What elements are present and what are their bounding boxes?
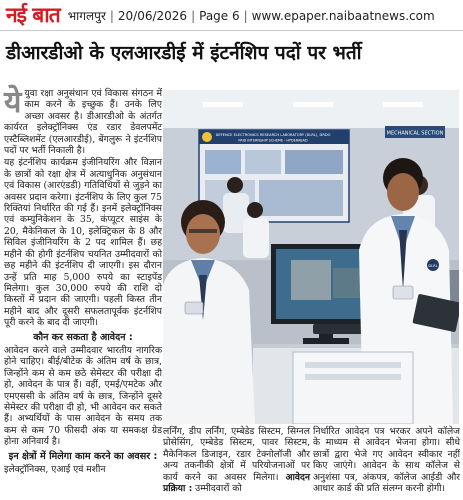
edition-date: 20/06/2026 (117, 8, 188, 23)
banner-subtitle: PAID INTERNSHIP SCHEME - HYDERABAD (238, 138, 308, 143)
paragraph-col2: लर्निंग, डीप लर्निंग, एम्बेडेड सिस्टम, सिग्नल प्रोसेसिंग, एम्बेडेड सिस्टम, पावर सिस्टम, मैकेनिकल डिजाइन, रडार टेक्नोलॉजी और अन्य तकनीकी क्षेत्रों में परियोजनाओं पर कार्य करने का अवसर मिलेगा। (163, 426, 310, 483)
newspaper-logo[interactable]: नई बात (6, 3, 60, 27)
page-number: Page 6 (199, 8, 240, 23)
paragraph-work-areas-start: इलेक्ट्रॉनिक्स, एआई एवं मशीन (4, 464, 106, 475)
badge-text: DLRL (428, 263, 438, 268)
article-photo (163, 90, 459, 424)
paragraph-intro: युवा रक्षा अनुसंधान एवं विकास संगठन में काम करने के इच्छुक हैं। उनके लिए अच्छा अवसर है। डीआरडीओ के अंतर्गत कार्यरत इलेक्ट्रॉनिक्स एंड रडार डेवलपमेंट एस्टैब्लिशमेंट (एलआरडीई), बेंगलुरू ने इंटर्नशिप पदों पर भर्ती निकाली है। (4, 88, 162, 157)
article-column-2 (163, 426, 310, 494)
paragraph-col2-tail: उम्मीदवारों को (195, 483, 242, 495)
article-column-1 (4, 85, 162, 476)
article-headline: डीआरडीओ के एलआरडीई में इंटर्नशिप पदों पर भर्ती (6, 42, 362, 64)
dropcap: ये (4, 85, 22, 120)
paragraph-col3: निर्धारित आवेदन पत्र भरकर अपने कॉलेज के माध्यम से आवेदन भेजना होगा। सीधे छात्रों द्वारा भेजे गए आवेदन स्वीकार नहीं किए जाएंगे। आवेदन के साथ कॉलेज से अनुशंसा पत्र, अंकपत्र, कॉलेज आईडी और आधार कार्ड की प्रति संलग्न करनी होगी। (313, 426, 460, 495)
subhead-application-process: आवेदन प्रक्रिया : (163, 471, 311, 495)
masthead-meta: भागलपुर | 20/06/2026 | Page 6 | www.epaper.naibaatnews.com (67, 8, 435, 23)
edition-city: भागलपुर (67, 8, 106, 23)
article-column-3 (313, 426, 460, 494)
paragraph-eligibility: आवेदन करने वाले उम्मीदवार भारतीय नागरिक होने चाहिए। बीई/बीटेक के अंतिम वर्ष के छात्र, जिन्होंने कम से कम छठे सेमेस्टर की परीक्षा दी हो, आवेदन के पात्र हैं। वहीं, एमई/एमटेक और एमएससी के अंतिम वर्ष के छात्र, जिन्होंने दूसरे सेमेस्टर की परीक्षा दी हो, भी आवेदन कर सकते हैं। अभ्यर्थियों के पास आवेदन के समय तक कम से कम 70 फीसदी अंक या समकक्ष ग्रेड होना अनिवार्य है। (4, 344, 162, 448)
subhead-work-areas: इन क्षेत्रों में मिलेगा काम करने का अवसर : (8, 450, 158, 462)
wall-sign-text: MECHANICAL SECTION (386, 130, 444, 137)
epaper-url[interactable]: www.epaper.naibaatnews.com (251, 8, 435, 23)
paragraph-details: यह इंटर्नशिप कार्यक्रम इंजीनियरिंग और विज्ञान के छात्रों को रक्षा क्षेत्र में अत्याधुनिक अनुसंधान एवं विकास (आरएंडडी) गतिविधियों से जुड़ने का अवसर प्रदान करेगा। इंटर्नशिप के लिए कुल 75 रिक्तियां निर्धारित की गई हैं। इनमें इलेक्ट्रॉनिक्स एवं कम्युनिकेशन के 35, कंप्यूटर साइंस के 20, मैकेनिकल के 10, इलेक्ट्रिकल के 8 और सिविल इंजीनियरिंग के 2 पद शामिल हैं। छह महीने की होगी इंटर्नशिप चयनित उम्मीदवारों को छह महीने की इंटर्नशिप दी जाएगी। इस दौरान उन्हें प्रति माह 5,000 रुपये का स्टाइपेंड मिलेगा। कुल 30,000 रुपये की राशि दो किस्तों में प्रदान की जाएगी। पहली किस्त तीन महीने बाद और दूसरी सफलतापूर्वक इंटर्नशिप पूरी करने के बाद दी जाएगी। (4, 157, 162, 329)
banner-title: DEFENCE ELECTRONICS RESEARCH LABORATORY (DLRL), DRDO (215, 133, 331, 137)
masthead (0, 0, 463, 31)
subhead-eligibility: कौन कर सकता है आवेदन : (33, 331, 133, 343)
